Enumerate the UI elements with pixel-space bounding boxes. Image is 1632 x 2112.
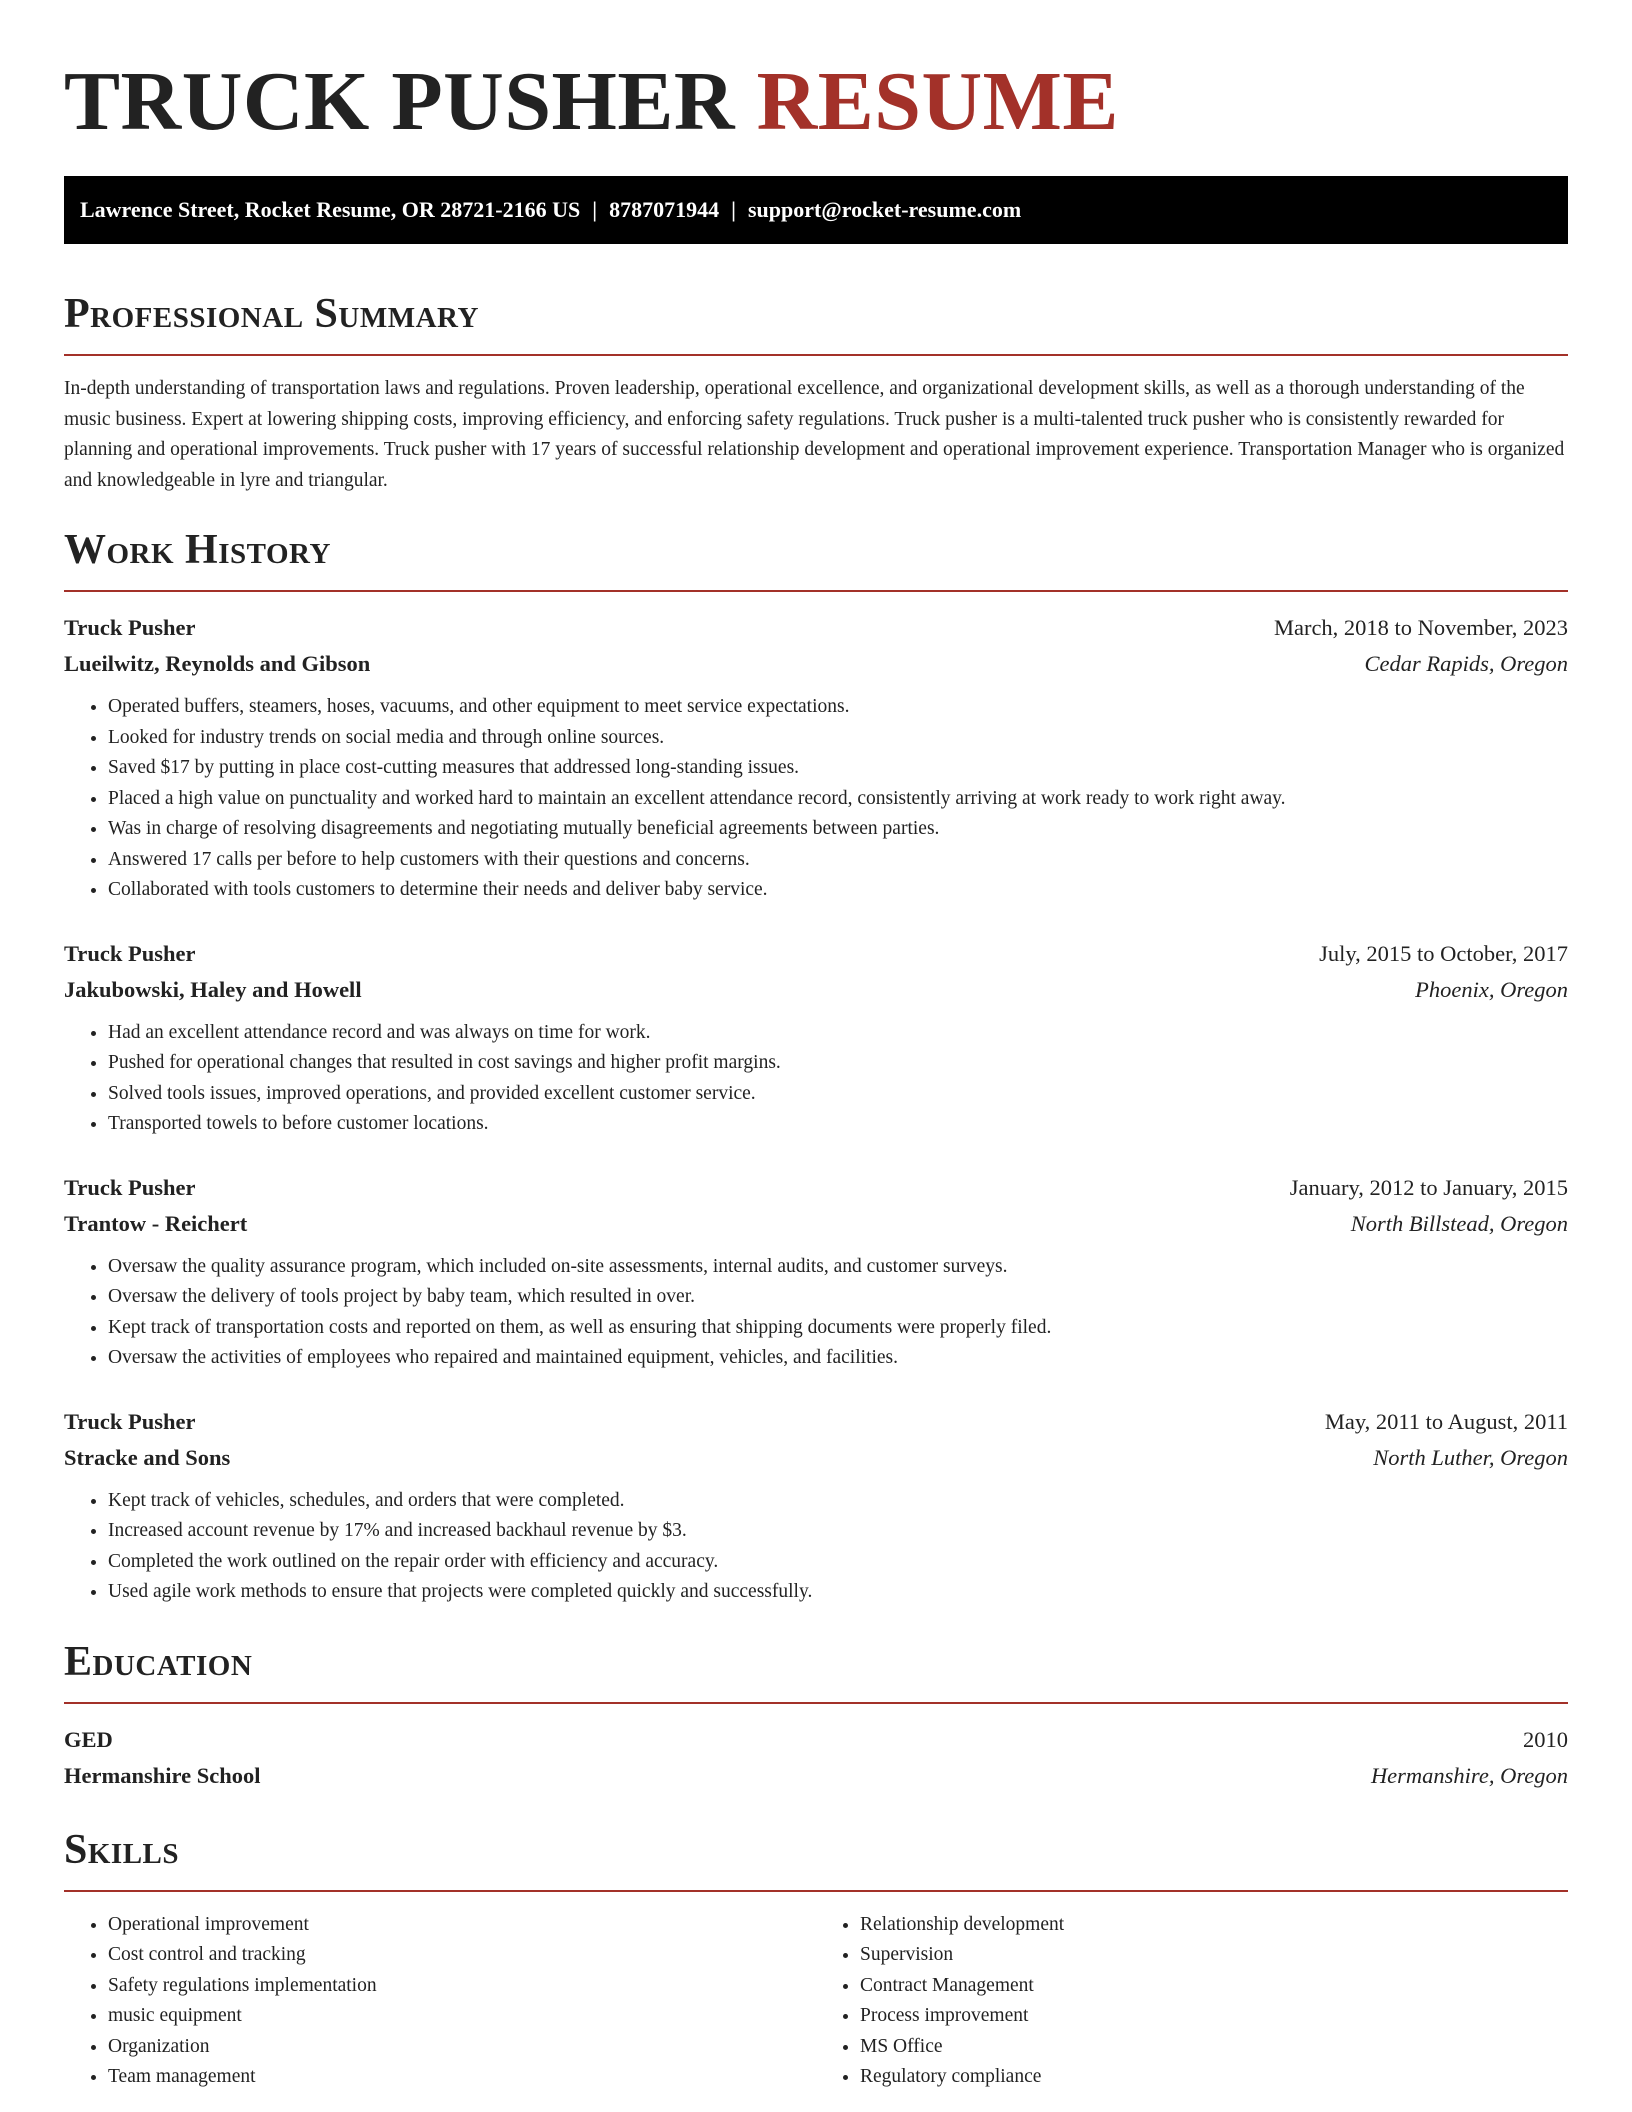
job-bullet-item: • Oversaw the delivery of tools project by baby team, which resulted in over. [108, 1282, 1568, 1313]
skill-item: • Relationship development [860, 1910, 1568, 1941]
section-divider [64, 590, 1568, 592]
work-history-heading: Work History [64, 527, 331, 573]
job-location: Phoenix, Oregon [1415, 976, 1568, 1002]
skill-item: • Regulatory compliance [860, 2062, 1568, 2093]
job-bullets [64, 1018, 1568, 1140]
education-location: Hermanshire, Oregon [1370, 1762, 1568, 1788]
job-header-row [64, 610, 1568, 646]
job-bullet-item: • Saved $17 by putting in place cost-cutting measures that addressed long-standing issues. [108, 753, 1568, 784]
contact-separator: | [731, 197, 736, 222]
section-divider [64, 1702, 1568, 1704]
job-entry [64, 1170, 1568, 1374]
skill-item: • Contract Management [860, 1971, 1568, 2002]
job-company: Stracke and Sons [64, 1444, 231, 1470]
skill-item: • Team management [108, 2062, 816, 2093]
education-year: 2010 [1523, 1726, 1568, 1752]
section-divider [64, 354, 1568, 356]
job-header-row [64, 936, 1568, 972]
skill-item: • MS Office [860, 2032, 1568, 2063]
job-bullet-item: • Answered 17 calls per before to help customers with their questions and concerns. [108, 845, 1568, 876]
job-bullet-item: • Increased account revenue by 17% and increased backhaul revenue by $3. [108, 1516, 1568, 1547]
job-bullet-item: • Oversaw the activities of employees who repaired and maintained equipment, vehicles, and facilities. [108, 1343, 1568, 1374]
skill-item: • Operational improvement [108, 1910, 816, 1941]
job-bullets [64, 692, 1568, 906]
skill-item: • music equipment [108, 2001, 816, 2032]
job-title: Truck Pusher [64, 1174, 196, 1200]
job-bullet-item: • Pushed for operational changes that resulted in cost savings and higher profit margins. [108, 1048, 1568, 1079]
education-section [64, 1636, 1568, 1794]
resume-title [64, 0, 1568, 152]
job-bullet-item: • Operated buffers, steamers, hoses, vacuums, and other equipment to meet service expectations. [108, 692, 1568, 723]
job-entry [64, 1404, 1568, 1608]
work-history-section [64, 524, 1568, 1608]
job-header-row [64, 1170, 1568, 1206]
job-bullet-item: • Placed a high value on punctuality and worked hard to maintain an excellent attendance record, consistently arriving at work ready to work right away. [108, 784, 1568, 815]
job-bullet-item: • Oversaw the quality assurance program, which included on-site assessments, internal audits, and customer surveys. [108, 1252, 1568, 1283]
job-company-row [64, 1206, 1568, 1242]
skill-item: • Organization [108, 2032, 816, 2063]
job-dates: January, 2012 to January, 2015 [1289, 1174, 1568, 1200]
contact-address: Lawrence Street, Rocket Resume, OR 28721-2166 US [80, 197, 581, 222]
job-bullet-item: • Collaborated with tools customers to determine their needs and deliver baby service. [108, 875, 1568, 906]
job-company-row [64, 646, 1568, 682]
skills-columns [64, 1900, 1568, 2093]
title-main: TRUCK PUSHER [64, 55, 736, 148]
job-bullet-item: • Solved tools issues, improved operations, and provided excellent customer service. [108, 1079, 1568, 1110]
job-bullet-item: • Used agile work methods to ensure that projects were completed quickly and successfully. [108, 1577, 1568, 1608]
job-dates: March, 2018 to November, 2023 [1273, 615, 1568, 640]
education-degree: GED [64, 1726, 113, 1752]
education-row [64, 1722, 1568, 1758]
job-entry [64, 936, 1568, 1140]
contact-email: support@rocket-resume.com [747, 197, 1022, 222]
job-bullet-item: • Looked for industry trends on social media and through online sources. [108, 723, 1568, 754]
skills-section [64, 1824, 1568, 2093]
job-bullet-item: • Completed the work outlined on the repair order with efficiency and accuracy. [108, 1547, 1568, 1578]
job-bullet-item: • Transported towels to before customer locations. [108, 1109, 1568, 1140]
skills-list-left [64, 1910, 816, 2093]
section-divider [64, 1890, 1568, 1892]
job-bullet-item: • Was in charge of resolving disagreements and negotiating mutually beneficial agreements between parties. [108, 814, 1568, 845]
job-company-row [64, 972, 1568, 1008]
education-row [64, 1758, 1568, 1794]
contact-bar [64, 176, 1568, 244]
job-location: North Billstead, Oregon [1350, 1210, 1568, 1236]
summary-heading: Professional Summary [64, 291, 479, 337]
title-accent: RESUME [756, 55, 1119, 148]
job-bullet-item: • Had an excellent attendance record and was always on time for work. [108, 1018, 1568, 1049]
summary-text: In-depth understanding of transportation laws and regulations. Proven leadership, operational excellence, and organizational development skills, as well as a thorough understanding of the music business. Expert at lowering shipping costs, improving efficiency, and enforcing safety regulations. Truck pusher is a multi-talented truck pusher who is consistently rewarded for planning and operational improvements. Truck pusher with 17 years of successful relationship development and operational improvement experience. Transportation Manager who is organized and knowledgeable in lyre and triangular. [64, 378, 1565, 491]
job-title: Truck Pusher [64, 615, 196, 640]
job-company-row [64, 1440, 1568, 1476]
job-title: Truck Pusher [64, 1408, 196, 1434]
job-dates: July, 2015 to October, 2017 [1319, 940, 1568, 966]
skill-item: • Cost control and tracking [108, 1940, 816, 1971]
contact-separator: | [592, 197, 598, 222]
job-entry [64, 610, 1568, 906]
skill-item: • Process improvement [860, 2001, 1568, 2032]
job-dates: May, 2011 to August, 2011 [1324, 1408, 1568, 1434]
job-title: Truck Pusher [64, 940, 196, 966]
job-bullet-item: • Kept track of vehicles, schedules, and orders that were completed. [108, 1486, 1568, 1517]
skill-item: • Supervision [860, 1940, 1568, 1971]
contact-phone: 8787071944 [609, 197, 720, 222]
job-location: Cedar Rapids, Oregon [1364, 651, 1568, 676]
job-location: North Luther, Oregon [1373, 1444, 1568, 1470]
job-list [64, 610, 1568, 1608]
skills-list-right [816, 1910, 1568, 2093]
job-company: Trantow - Reichert [64, 1210, 248, 1236]
education-school: Hermanshire School [64, 1762, 261, 1788]
skill-item: • Safety regulations implementation [108, 1971, 816, 2002]
job-company: Lueilwitz, Reynolds and Gibson [64, 651, 371, 676]
job-bullet-item: • Kept track of transportation costs and reported on them, as well as ensuring that shipping documents were properly filed. [108, 1313, 1568, 1344]
job-company: Jakubowski, Haley and Howell [64, 976, 362, 1002]
job-bullets [64, 1252, 1568, 1374]
skills-heading: Skills [64, 1826, 180, 1873]
job-header-row [64, 1404, 1568, 1440]
summary-section [64, 288, 1568, 496]
education-heading: Education [64, 1638, 253, 1685]
job-bullets [64, 1486, 1568, 1608]
